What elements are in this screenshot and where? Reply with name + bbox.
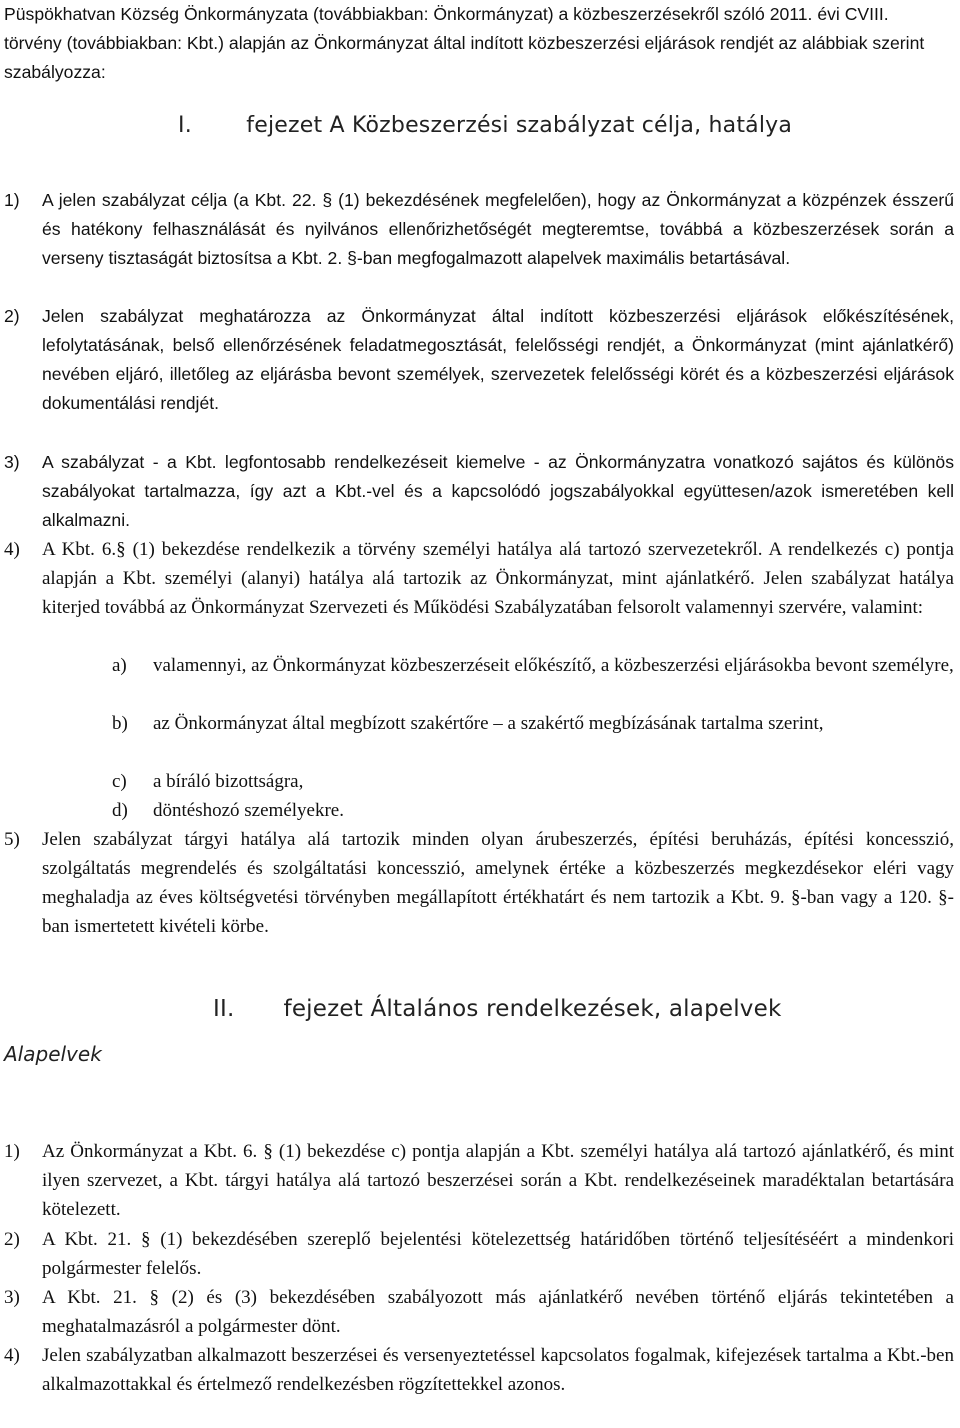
item-text: Az Önkormányzat a Kbt. 6. § (1) bekezdése c) pontja alapján a Kbt. személyi hatálya alá tartozó ajánlatkérő, és mint ilyen szervezet, a Kbt. tárgyi hatálya alá tartozó beszerzései során a Kbt. rendelkezéseinek maradéktalan betartására kötelezett. — [42, 1141, 954, 1220]
sub-list-item — [112, 767, 954, 796]
sub-item-text: az Önkormányzat által megbízott szakértőre – a szakértő megbízásának tartalma szerint, — [153, 713, 824, 734]
item-number: 3) — [4, 452, 20, 472]
item-text: A Kbt. 6.§ (1) bekezdése rendelkezik a törvény személyi hatálya alá tartozó szervezetekről. A rendelkezés c) pontja alapján a Kbt. személyi (alanyi) hatálya alá tartozik az Önkormányzat, mint ajánlatkérő. Jelen szabályzat hatálya kiterjed továbbá az Önkormányzat Szervezeti és Működési Szabályzatában felsorolt valamennyi szervére, valamint: — [42, 539, 954, 618]
item-number: 1) — [4, 1141, 20, 1162]
sub-list-item — [112, 796, 954, 825]
item-number: 2) — [4, 306, 20, 326]
list-item — [4, 535, 954, 622]
item-text: Jelen szabályzatban alkalmazott beszerzései és versenyeztetéssel kapcsolatos fogalmak, kifejezések tartalma a Kbt.-ben alkalmazottakkal és értelmező rendelkezésben rögzítettekkel azonos. — [42, 1345, 954, 1395]
item-number: 4) — [4, 1345, 20, 1366]
item-number: 2) — [4, 1229, 20, 1250]
item-number: 3) — [4, 1287, 20, 1308]
sub-list-item — [112, 651, 954, 680]
side-label: Alapelvek — [4, 1042, 102, 1066]
sub-item-letter: b) — [112, 713, 128, 734]
sub-item-text: döntéshozó személyekre. — [153, 800, 344, 821]
item-text: Jelen szabályzat meghatározza az Önkormányzat által indított közbeszerzési eljárások előkészítésének, lefolytatásának, belső ellenőrzésének feladatmegosztását, felelősségi rendjét, a Önkormányzat (mint ajánlatkérő) nevében eljáró, illetőleg az eljárásba bevont személyek, szervezetek felelősségi körét és a közbeszerzési eljárások dokumentálási rendjét. — [42, 306, 954, 413]
chapter-1-roman: I. — [178, 113, 192, 138]
list-item — [4, 1283, 954, 1341]
sub-item-letter: c) — [112, 771, 127, 792]
sub-item-text: valamennyi, az Önkormányzat közbeszerzéseit előkészítő, a közbeszerzési eljárásokba bevont személyre, — [153, 655, 954, 676]
chapter-2-heading — [213, 996, 782, 1022]
list-item — [4, 448, 954, 535]
sub-item-letter: a) — [112, 655, 127, 676]
item-text: A jelen szabályzat célja (a Kbt. 22. § (1) bekezdésének megfelelően), hogy az Önkormányzat a közpénzek ésszerű és hatékony felhasználását és nyilvános ellenőrizhetőségét megteremtse, továbbá a közbeszerzések során a verseny tisztaságát biztosítsa a Kbt. 2. §-ban megfogalmazott alapelvek maximális betartásával. — [42, 190, 954, 268]
chapter-1-heading — [178, 113, 792, 138]
list-item — [4, 1225, 954, 1283]
list-item — [4, 1137, 954, 1224]
item-number: 5) — [4, 829, 20, 850]
intro-paragraph: Püspökhatvan Község Önkormányzata (továbbiakban: Önkormányzat) a közbeszerzésekről szóló 2011. évi CVIII. törvény (továbbiakban: Kbt.) alapján az Önkormányzat által indított közbeszerzési eljárások rendjét az alábbiak szerint szabályozza: — [4, 4, 925, 82]
chapter-2-roman: II. — [213, 996, 235, 1022]
item-number: 4) — [4, 539, 20, 560]
item-text: A Kbt. 21. § (1) bekezdésében szereplő bejelentési kötelezettség határidőben történő teljesítéséért a mindenkori polgármester felelős. — [42, 1229, 954, 1279]
list-item — [4, 825, 954, 941]
chapter-1-title: fejezet A Közbeszerzési szabályzat célja, hatálya — [246, 113, 793, 138]
sub-list-item — [112, 709, 954, 738]
item-text: A szabályzat - a Kbt. legfontosabb rendelkezéseit kiemelve - az Önkormányzatra vonatkozó sajátos és különös szabályokat tartalmazza, így azt a Kbt.-vel és a kapcsolódó jogszabályokkal együttesen/azok ismeretében kell alkalmazni. — [42, 452, 954, 530]
sub-item-text: a bíráló bizottságra, — [153, 771, 304, 792]
item-number: 1) — [4, 190, 20, 210]
sub-item-letter: d) — [112, 800, 128, 821]
list-item — [4, 186, 954, 273]
list-item — [4, 1341, 954, 1399]
chapter-2-title: fejezet Általános rendelkezések, alapelvek — [283, 996, 782, 1022]
item-text: A Kbt. 21. § (2) és (3) bekezdésében szabályozott más ajánlatkérő nevében történő eljárás tekintetében a meghatalmazásról a polgármester dönt. — [42, 1287, 954, 1337]
item-text: Jelen szabályzat tárgyi hatálya alá tartozik minden olyan árubeszerzés, építési beruházás, építési koncesszió, szolgáltatás megrendelés és szolgáltatási koncesszió, amelynek értéke a közbeszerzés megkezdésekor eléri vagy meghaladja az éves költségvetési törvényben megállapított értékhatárt és nem tartozik a Kbt. 9. §-ban vagy a 120. §-ban ismertetett kivételi körbe. — [42, 829, 954, 937]
list-item — [4, 302, 954, 418]
